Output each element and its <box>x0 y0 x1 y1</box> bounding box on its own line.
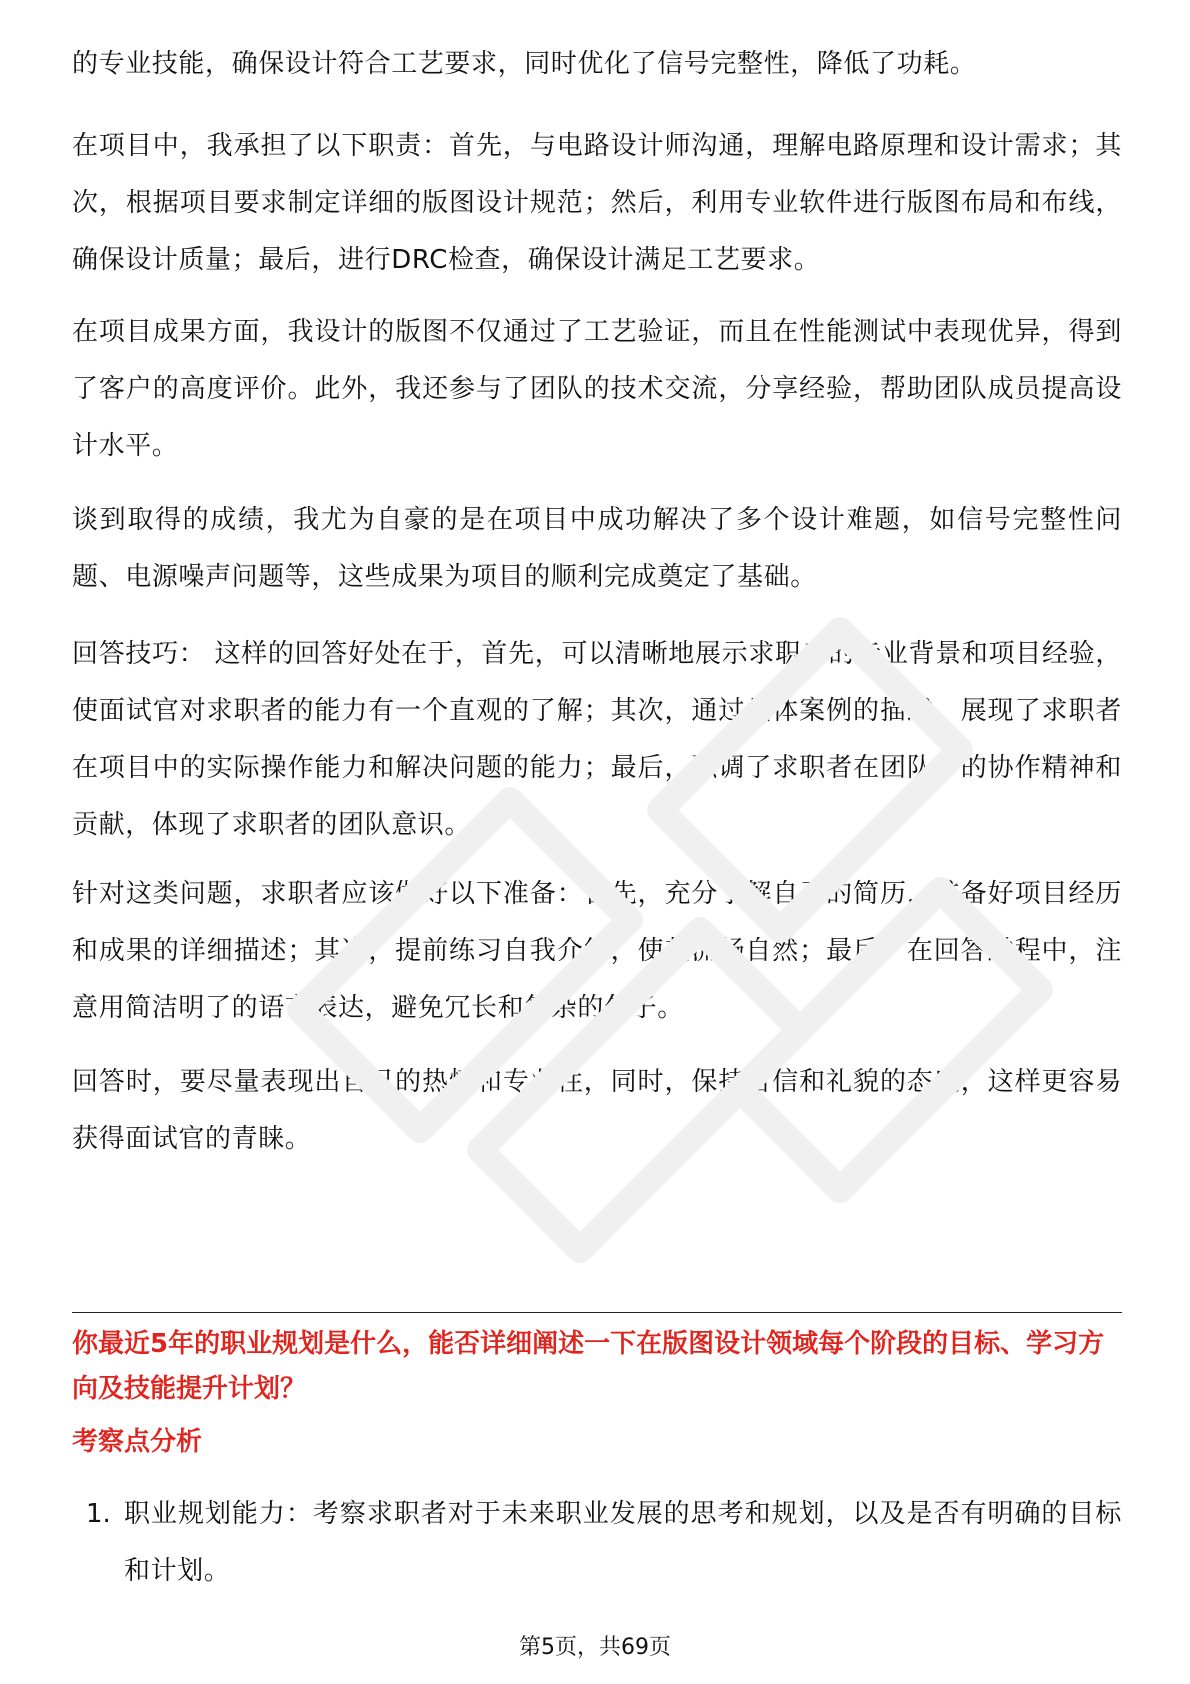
page-footer: 第5页，共69页 <box>519 1635 671 1660</box>
paragraph: 回答技巧： 这样的回答好处在于，首先，可以清晰地展示求职者的专业背景和项目经验，使面试官对求职者的能力有一个直观的了解；其次，通过具体案例的描述，展现了求职者在项目中的实际操作能力和解决问题的能力；最后，强调了求职者在团队中的协作精神和贡献，体现了求职者的团队意识。 <box>72 639 1122 840</box>
list-text: 职业规划能力：考察求职者对于未来职业发展的思考和规划，以及是否有明确的目标和计划。 <box>124 1499 1122 1586</box>
paragraph: 回答时，要尽量表现出自己的热情和专业性，同时，保持自信和礼貌的态度，这样更容易获得面试官的青睐。 <box>72 1067 1122 1154</box>
interview-question: 你最近5年的职业规划是什么，能否详细阐述一下在版图设计领域每个阶段的目标、学习方向及技能提升计划？ <box>72 1329 1105 1404</box>
section-heading: 考察点分析 <box>72 1427 203 1457</box>
paragraph: 的专业技能，确保设计符合工艺要求，同时优化了信号完整性，降低了功耗。 <box>72 49 977 79</box>
paragraph: 谈到取得的成绩，我尤为自豪的是在项目中成功解决了多个设计难题，如信号完整性问题、电源噪声问题等，这些成果为项目的顺利完成奠定了基础。 <box>72 505 1122 592</box>
paragraph: 在项目成果方面，我设计的版图不仅通过了工艺验证，而且在性能测试中表现优异，得到了客户的高度评价。此外，我还参与了团队的技术交流，分享经验，帮助团队成员提高设计水平。 <box>72 317 1122 461</box>
paragraph: 针对这类问题，求职者应该做好以下准备：首先，充分了解自己的简历，准备好项目经历和成果的详细描述；其次，提前练习自我介绍，使其流畅自然；最后，在回答过程中，注意用简洁明了的语言表达，避免冗长和复杂的句子。 <box>72 879 1122 1023</box>
paragraph: 在项目中，我承担了以下职责：首先，与电路设计师沟通，理解电路原理和设计需求；其次，根据项目要求制定详细的版图设计规范；然后，利用专业软件进行版图布局和布线，确保设计质量；最后，进行DRC检查，确保设计满足工艺要求。 <box>72 131 1122 275</box>
section-divider <box>72 1312 1122 1313</box>
list-number: 1. <box>86 1499 111 1529</box>
